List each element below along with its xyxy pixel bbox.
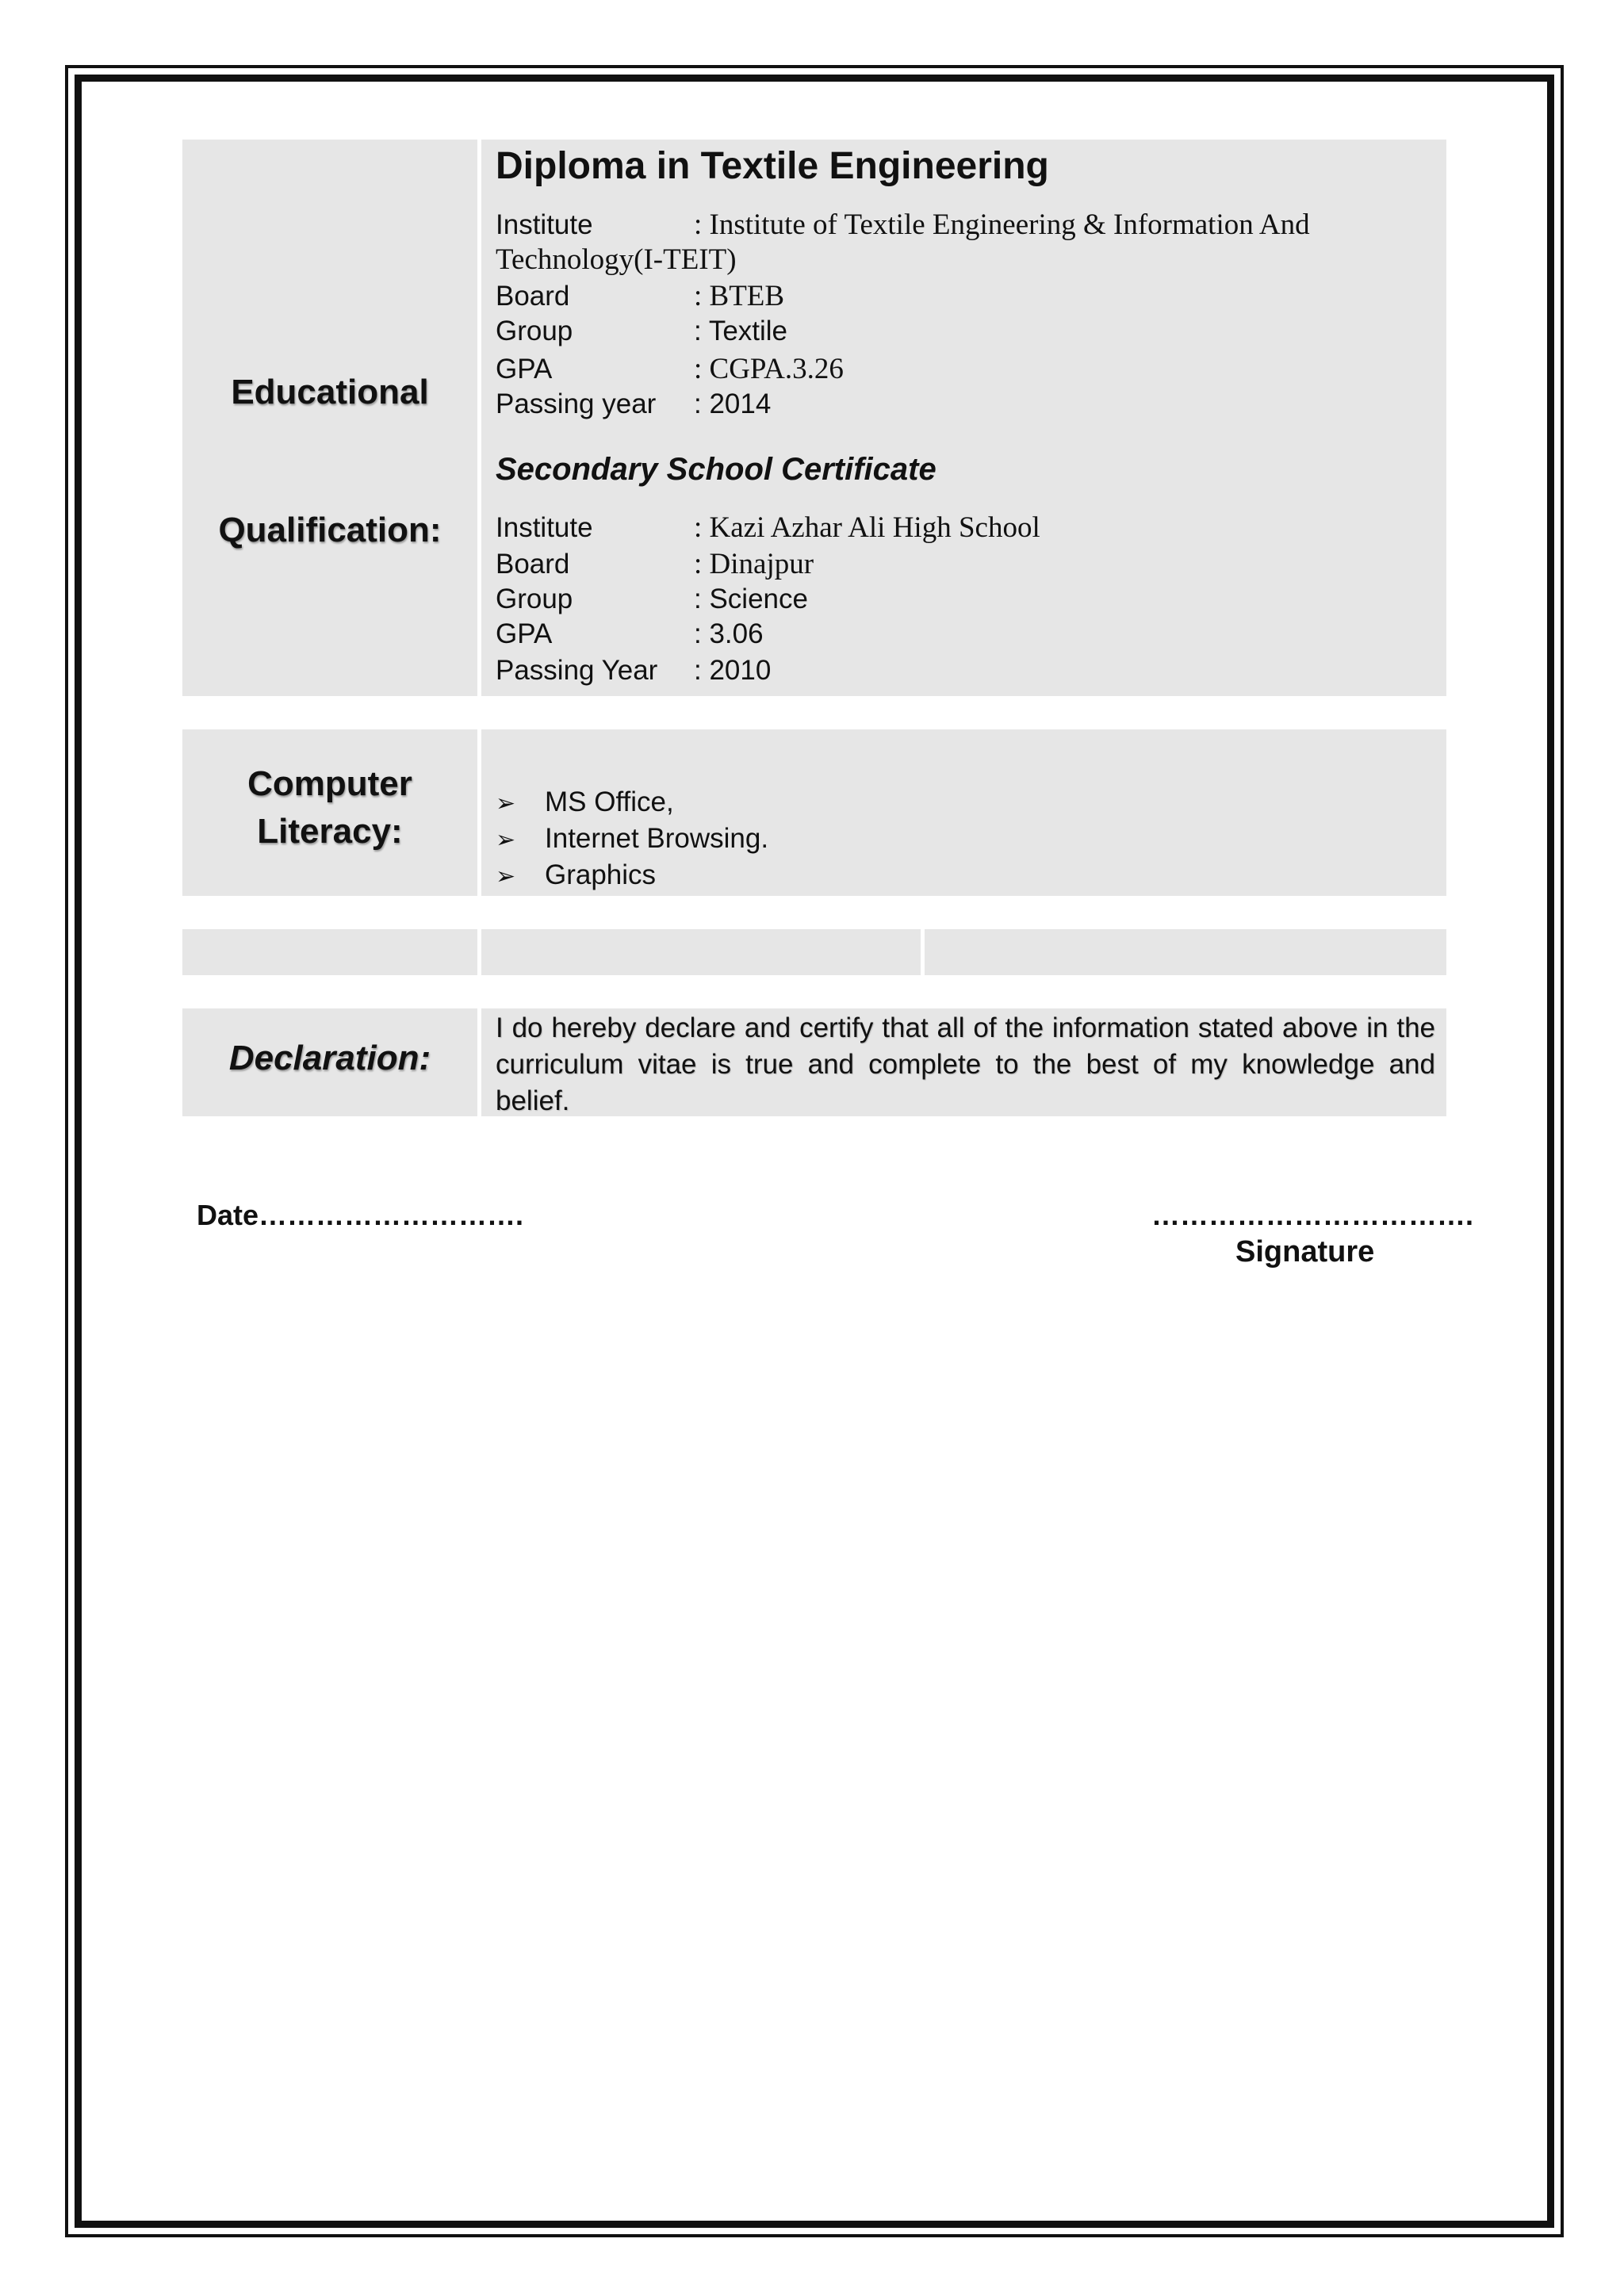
diploma-gpa-key: GPA (496, 354, 553, 385)
declaration-section (182, 1008, 1446, 1116)
arrow-bullet-icon: ➢ (496, 827, 516, 853)
computer-item-label: Graphics (545, 859, 657, 890)
diploma-board-key: Board (496, 281, 570, 312)
empty-row (182, 929, 1446, 975)
ssc-group-key: Group (496, 584, 573, 614)
computer-section (182, 729, 1446, 896)
empty-cell (481, 929, 921, 975)
declaration-text: I do hereby declare and certify that all of the information stated above in the curriculum vitae is true and complete to the best of my knowledge and belief. (496, 1012, 1435, 1116)
signature-label: Signature (1235, 1235, 1375, 1269)
arrow-bullet-icon: ➢ (496, 863, 516, 890)
ssc-institute-row (496, 511, 1040, 545)
ssc-board-value: : Dinajpur (694, 548, 814, 580)
diploma-group-key: Group (496, 316, 573, 346)
diploma-institute-cont-row (496, 243, 737, 277)
computer-item-label: MS Office, (545, 786, 674, 817)
ssc-year-value: : 2010 (694, 655, 772, 686)
diploma-institute-value-cont: Technology(I-TEIT) (496, 243, 737, 276)
ssc-institute-value: : Kazi Azhar Ali High School (694, 511, 1040, 544)
computer-item-label: Internet Browsing. (545, 823, 769, 854)
ssc-gpa-row (496, 618, 764, 650)
empty-cell (925, 929, 1446, 975)
diploma-board-value: : BTEB (694, 280, 785, 312)
ssc-gpa-key: GPA (496, 618, 553, 649)
computer-label-line1: Computer (247, 764, 412, 803)
education-label-line1: Educational (231, 373, 429, 411)
education-section (182, 140, 1446, 696)
diploma-title: Diploma in Textile Engineering (496, 145, 1049, 187)
education-label-cell (182, 140, 477, 696)
ssc-board-key: Board (496, 549, 570, 580)
diploma-group-value: : Textile (694, 316, 788, 346)
diploma-board-row (496, 279, 784, 313)
arrow-bullet-icon: ➢ (496, 790, 516, 817)
diploma-group-row (496, 316, 787, 347)
computer-item (496, 859, 656, 891)
computer-item (496, 786, 674, 818)
ssc-year-row (496, 655, 771, 687)
diploma-year-value: : 2014 (694, 388, 772, 419)
computer-item (496, 823, 768, 855)
signature-line: ……………………………. (1151, 1199, 1474, 1231)
diploma-institute-row (496, 208, 1310, 242)
date-line: Date………………………. (197, 1199, 524, 1231)
ssc-year-key: Passing Year (496, 655, 658, 686)
ssc-group-value: : Science (694, 584, 808, 614)
diploma-gpa-row (496, 352, 844, 386)
diploma-year-row (496, 388, 771, 420)
ssc-title: Secondary School Certificate (496, 452, 936, 487)
ssc-board-row (496, 547, 814, 581)
ssc-institute-key: Institute (496, 512, 593, 543)
diploma-institute-key: Institute (496, 209, 593, 240)
ssc-gpa-value: : 3.06 (694, 618, 764, 649)
diploma-gpa-value: : CGPA.3.26 (694, 353, 844, 385)
diploma-institute-value: : Institute of Textile Engineering & Information And (694, 209, 1310, 241)
declaration-label: Declaration: (228, 1039, 431, 1077)
education-label-line2: Qualification: (218, 511, 442, 549)
computer-label-line2: Literacy: (257, 812, 403, 851)
diploma-year-key: Passing year (496, 388, 657, 419)
ssc-group-row (496, 584, 808, 615)
empty-cell (182, 929, 477, 975)
